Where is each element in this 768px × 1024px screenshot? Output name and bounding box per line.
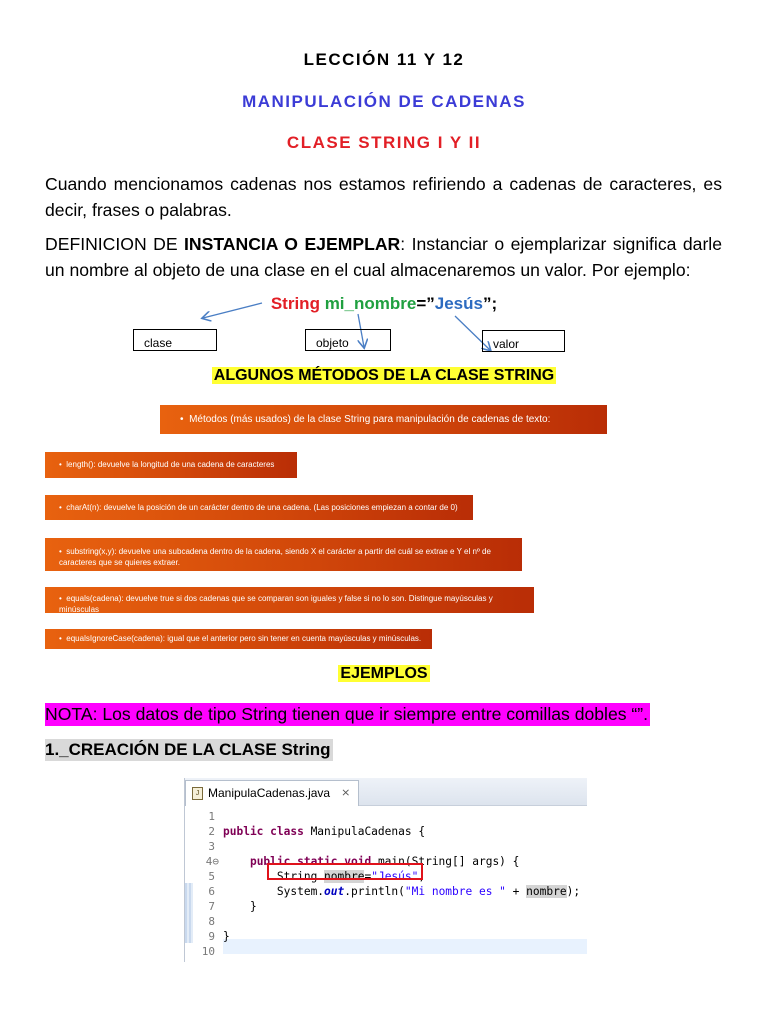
method-item: [45, 452, 297, 478]
methods-header-text: Métodos (más usados) de la clase String para manipulación de cadenas de texto:: [189, 414, 551, 425]
close-icon[interactable]: ⨯: [341, 787, 351, 799]
bullet: •: [59, 547, 62, 556]
examples-heading: EJEMPLOS: [340, 665, 428, 682]
bullet: •: [59, 503, 62, 512]
bullet: •: [59, 460, 62, 469]
line-number: 6: [208, 885, 215, 898]
example-name: mi_nombre: [324, 294, 417, 313]
java-file-icon: J: [192, 787, 203, 800]
code-text: }: [249, 900, 257, 913]
code-text: ManipulaCadenas {: [303, 825, 426, 838]
code-text: .println(: [344, 885, 405, 898]
code-text: );: [566, 885, 581, 898]
highlight-box: [267, 863, 423, 880]
pointer-arrows: [0, 0, 768, 360]
definition-term: INSTANCIA O EJEMPLAR: [184, 234, 401, 254]
code-text: =: [364, 870, 372, 883]
line-number: 3: [208, 840, 215, 853]
code-variable: nombre: [526, 885, 567, 898]
line-number: 7: [208, 900, 215, 913]
class-title: CLASE STRING I Y II: [286, 133, 482, 152]
method-text: equalsIgnoreCase(cadena): igual que el anterior pero sin tener en cuenta mayúsculas y minúsculas.: [66, 634, 422, 643]
current-line-highlight: [223, 939, 587, 954]
lesson-title: LECCIÓN 11 Y 12: [303, 50, 465, 69]
code-line-9: [223, 929, 230, 944]
bullet: •: [59, 634, 62, 643]
code-text: String: [276, 870, 325, 883]
line-number: 8: [208, 915, 215, 928]
label-objeto: objeto: [305, 329, 391, 351]
arrow-to-clase: [203, 303, 262, 318]
methods-heading-wrap: [0, 367, 768, 385]
line-number: 2: [208, 825, 215, 838]
code-variable: nombre: [324, 870, 365, 883]
line-number[interactable]: 4⊖: [205, 855, 219, 868]
code-line-2: [223, 824, 425, 839]
method-text: charAt(n): devuelve la posición de un carácter dentro de una cadena. (Las posiciones empiezan a contar de 0): [66, 503, 458, 512]
code-text: +: [505, 885, 527, 898]
method-text: substring(x,y): devuelve una subcadena dentro de la cadena, siendo X el carácter a partir del cuál se extrae e Y el nº de caracteres que se quieres extraer.: [59, 547, 491, 567]
method-text: length(): devuelve la longitud de una cadena de caracteres: [66, 460, 275, 469]
definition-text: : Instanciar o ejemplarizar significa darle un nombre al objeto de una clase en el cual almacenaremos un valor. Por ejemplo:: [45, 234, 722, 280]
method-item: [45, 495, 473, 520]
example-end: ”;: [482, 294, 498, 313]
label-clase: clase: [133, 329, 217, 351]
code-text: }: [223, 930, 230, 943]
method-text: equals(cadena): devuelve true si dos cadenas que se comparan son iguales y false si no lo son. Distingue mayúsculas y minúsculas: [59, 594, 493, 614]
line-number: 10: [201, 945, 215, 958]
code-editor: [184, 778, 587, 962]
editor-tab[interactable]: [185, 780, 359, 806]
label-valor: valor: [482, 330, 565, 352]
code-string: "Mi nombre es ": [404, 885, 506, 898]
line-number: 1: [208, 810, 215, 823]
section-heading: 1._CREACIÓN DE LA CLASE String: [45, 740, 331, 759]
example-eq: =”: [416, 294, 435, 313]
example-value: Jesús: [434, 294, 483, 313]
editor-tab-bar: [185, 778, 587, 806]
editor-tab-label: ManipulaCadenas.java: [208, 786, 331, 800]
code-line-7: [223, 899, 257, 914]
examples-heading-wrap: [0, 665, 768, 683]
code-keyword: public static void: [249, 855, 372, 868]
intro-paragraph: Cuando mencionamos cadenas nos estamos refiriendo a cadenas de caracteres, es decir, frases o palabras.: [45, 174, 722, 220]
method-item: [45, 629, 432, 649]
bullet: •: [59, 594, 62, 603]
line-number-gutter: [185, 806, 221, 962]
bullet: •: [180, 414, 184, 425]
note-highlight: NOTA: Los datos de tipo String tienen que ir siempre entre comillas dobles “”.: [45, 704, 649, 724]
code-text: ;: [418, 870, 426, 883]
code-field: out: [324, 885, 345, 898]
line-number: 5: [208, 870, 215, 883]
methods-header-banner: [160, 405, 607, 434]
line-number: 9: [208, 930, 215, 943]
code-keyword: public class: [223, 825, 304, 838]
methods-heading: ALGUNOS MÉTODOS DE LA CLASE STRING: [213, 367, 555, 384]
method-item: [45, 538, 522, 571]
code-text: System.: [276, 885, 325, 898]
code-line-6: [223, 884, 580, 899]
code-string: "Jesús": [371, 870, 419, 883]
example-type: String: [270, 294, 320, 313]
topic-title: MANIPULACIÓN DE CADENAS: [242, 92, 526, 111]
code-text: main(String[] args) {: [371, 855, 520, 868]
method-item: [45, 587, 534, 613]
definition-prefix: DEFINICION DE: [45, 234, 185, 254]
